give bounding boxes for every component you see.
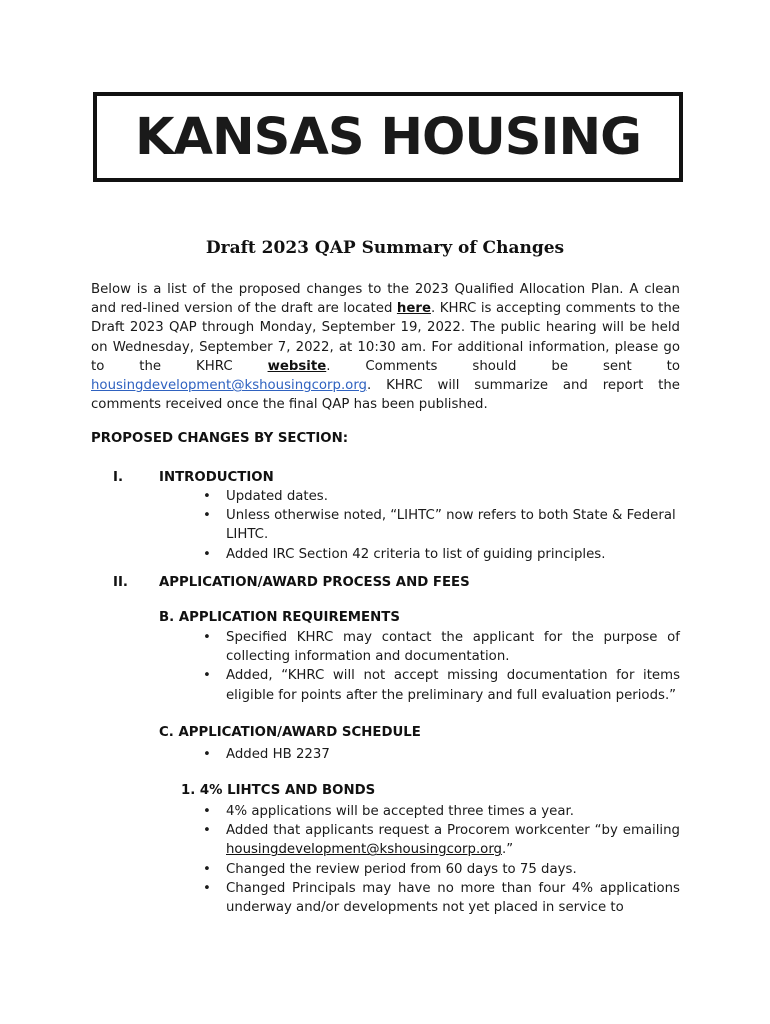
list-item: • Unless otherwise noted, “LIHTC” now refers to both State & Federal LIHTC. (200, 506, 680, 544)
list-item: • Added, “KHRC will not accept missing documentation for items eligible for points after the preliminary and full evaluation periods.” (200, 666, 680, 704)
here-link[interactable]: here (396, 301, 431, 317)
proposed-changes-heading: PROPOSED CHANGES BY SECTION: (91, 431, 349, 446)
website-link[interactable]: website (267, 358, 327, 374)
intro-text-3: . Comments should be sent to (326, 358, 680, 374)
email-link[interactable]: housingdevelopment@kshousingcorp.org (226, 842, 502, 858)
subsection-b-heading: B. APPLICATION REQUIREMENTS (159, 610, 400, 625)
bullet-text: .” (502, 842, 514, 858)
section-1-heading: INTRODUCTION (159, 470, 274, 485)
list-item: • Specified KHRC may contact the applicant for the purpose of collecting information and documentation. (200, 628, 680, 666)
list-item: • Changed the review period from 60 days to 75 days. (200, 860, 680, 879)
list-item (200, 821, 680, 859)
intro-text-1: Below is a list of the proposed changes to the 2023 Qualified Allocation Plan. A clean and red-lined version of the draft are located (91, 282, 680, 317)
section-1-numeral: I. (113, 470, 123, 485)
subsection-1-heading: 1. 4% LIHTCS AND BONDS (181, 783, 376, 798)
subsection-c-heading: C. APPLICATION/AWARD SCHEDULE (159, 725, 421, 740)
subsection-c-bullets (200, 745, 680, 764)
list-item: • Added HB 2237 (200, 745, 680, 764)
section-1-bullets (200, 487, 680, 564)
subsection-b-bullets (200, 628, 680, 705)
intro-text-4: . KHRC will summarize and report the comments received once the final QAP has been published. (91, 378, 680, 413)
list-item: • 4% applications will be accepted three times a year. (200, 802, 680, 821)
document-title: Draft 2023 QAP Summary of Changes (205, 238, 565, 258)
subsection-1-bullets (200, 802, 680, 917)
list-item: • Changed Principals may have no more than four 4% applications underway and/or developments not yet placed in service to (200, 879, 680, 917)
section-2-numeral: II. (113, 575, 128, 590)
section-2-heading: APPLICATION/AWARD PROCESS AND FEES (159, 575, 470, 590)
intro-paragraph (91, 280, 680, 414)
list-item: • Added IRC Section 42 criteria to list of guiding principles. (200, 545, 680, 564)
bullet-text: Added that applicants request a Procorem workcenter “by emailing (226, 823, 680, 839)
list-item: • Updated dates. (200, 487, 680, 506)
intro-text-2: . KHRC is accepting comments to the Draft 2023 QAP through Monday, September 19, 2022. The public hearing will be held on Wednesday, September 7, 2022, at 10:30 am. For additional information, please go to the KHRC (91, 301, 680, 374)
kansas-housing-logo (93, 92, 683, 182)
logo-text: KANSAS HOUSING (134, 107, 642, 167)
email-link[interactable]: housingdevelopment@kshousingcorp.org (91, 378, 367, 394)
